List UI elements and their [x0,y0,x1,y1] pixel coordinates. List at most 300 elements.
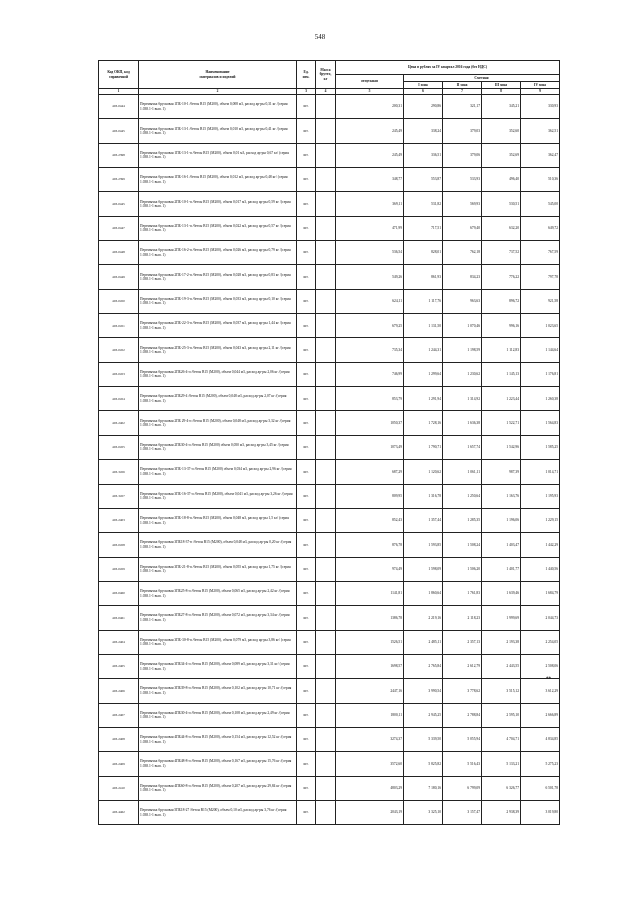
item-name: Перемычка брусковая 3ПБ39-8-п /бетон В15 (М200), объем 0,102 м3, расход ар-ры 10,71 кг /(серия 1.038.1-1 вып. 1) [139,679,297,703]
item-code: 403-0447 [99,216,139,240]
item-price-zone-2: 679,40 [443,216,482,240]
item-name: Перемычка брусковая 4ПБ48-8-п /бетон В15 (М200), объем 0,167 м3, расход ар-ры 15,76 кг /(серия 1.038.1-1 вып. 1) [139,752,297,776]
item-price-zone-4: 767,59 [521,241,560,265]
item-price-wholesale: 245,49 [336,119,404,143]
item-unit: шт. [297,752,316,776]
item-code: 403-0458 [99,533,139,557]
item-price-zone-1: 553,87 [404,168,443,192]
item-code: 403-2410 [99,776,139,800]
table-row [99,484,560,508]
item-unit: шт. [297,800,316,824]
column-number: 2 [139,89,297,95]
table-row [99,776,560,800]
item-code: 403-0449 [99,265,139,289]
item-price-zone-3: 996,16 [482,314,521,338]
item-unit: шт. [297,95,316,119]
item-price-zone-3: 5 133,21 [482,752,521,776]
item-code: 403-4462 [99,800,139,824]
item-price-zone-4: 362,51 [521,119,560,143]
item-price-zone-2: 1 761,83 [443,581,482,605]
table-row [99,435,560,459]
item-price-zone-1: 1 244,31 [404,338,443,362]
item-unit: шт. [297,338,316,362]
item-price-zone-1: 5 825,82 [404,752,443,776]
item-unit: шт. [297,679,316,703]
item-price-wholesale: 549,26 [336,265,404,289]
item-price-zone-2: 1 636,38 [443,411,482,435]
item-price-zone-2: 1 508,24 [443,533,482,557]
table-row [99,216,560,240]
item-price-wholesale: 3572,60 [336,752,404,776]
item-mass [316,95,336,119]
item-price-wholesale: 348,77 [336,168,404,192]
table-row [99,265,560,289]
page-number: 548 [314,33,326,41]
item-mass [316,387,336,411]
item-mass [316,168,336,192]
item-name: Перемычка брусковая 2ПБ-10-1-п /бетон В15 (М200), объем 0,017 м3, расход ар-ры 0,59 кг /(серия 1.038.1-1 вып. 1) [139,192,297,216]
item-mass [316,192,336,216]
item-price-zone-1: 290,86 [404,95,443,119]
item-price-zone-4: 510,36 [521,168,560,192]
item-mass [316,362,336,386]
item-code: 403-3457 [99,484,139,508]
item-unit: шт. [297,435,316,459]
item-price-zone-2: 1 250,64 [443,484,482,508]
item-mass [316,776,336,800]
item-price-zone-4: 1 684,79 [521,581,560,605]
item-price-zone-3: 1 145,13 [482,362,521,386]
item-price-zone-1: 717,51 [404,216,443,240]
item-price-zone-2: 1 314,92 [443,387,482,411]
item-name: Перемычка брусковая 4ПБ44-8-п /бетон В15 (М200), объем 0,154 м3, расход ар-ры 12,52 кг /(серия 1.038.1-1 вып. 1) [139,727,297,751]
item-price-wholesale: 687,29 [336,460,404,484]
item-price-zone-3: 345,21 [482,95,521,119]
header-code: Код ОКП, код справочной [99,61,139,89]
item-price-zone-2: 834,23 [443,265,482,289]
item-price-wholesale: 1141,81 [336,581,404,605]
header-unit: Ед. изм. [297,61,316,89]
item-price-zone-4: 4 834,85 [521,727,560,751]
table-row [99,314,560,338]
item-price-zone-4: 5 275,23 [521,752,560,776]
table-row [99,289,560,313]
table-row [99,752,560,776]
item-price-zone-2: 963,63 [443,289,482,313]
item-price-zone-3: 1 401,77 [482,557,521,581]
item-price-zone-2: 2 788,84 [443,703,482,727]
table-row [99,338,560,362]
item-code: 403-2404 [99,630,139,654]
header-zone-2: II зона [443,82,482,89]
table-row [99,387,560,411]
item-mass [316,460,336,484]
item-price-zone-2: 2 612,79 [443,654,482,678]
price-table [98,60,560,825]
item-mass [316,606,336,630]
item-code: 403-2403 [99,508,139,532]
item-price-zone-2: 2 357,13 [443,630,482,654]
item-price-zone-3: 1 223,44 [482,387,521,411]
item-price-zone-3: 987,39 [482,460,521,484]
item-price-wholesale: 735,34 [336,338,404,362]
item-mass [316,338,336,362]
margin-mark: ** [546,677,551,682]
item-unit: шт. [297,411,316,435]
item-code: 403-2405 [99,654,139,678]
item-price-zone-2: 5 516,43 [443,752,482,776]
item-unit: шт. [297,265,316,289]
item-price-zone-3: 1 542,96 [482,435,521,459]
item-unit: шт. [297,630,316,654]
item-mass [316,314,336,338]
item-price-zone-1: 1 291,94 [404,387,443,411]
item-mass [316,143,336,167]
item-name: Перемычка брусковая 4ПБ60-8-п /бетон В15 (М200), объем 0,207 м3, расход ар-ры 29,84 кг /(серия 1.038.1-1 вып. 1) [139,776,297,800]
item-price-wholesale: 746,99 [336,362,404,386]
item-price-zone-1: 2 485,11 [404,630,443,654]
column-number: 6 [404,89,443,95]
item-code: 403-0448 [99,241,139,265]
item-price-zone-1: 1 117,76 [404,289,443,313]
column-number: 5 [336,89,404,95]
item-price-zone-3: 352,60 [482,119,521,143]
item-price-zone-3: 1 163,76 [482,484,521,508]
item-price-zone-1: 1 120,62 [404,460,443,484]
item-name: Перемычка брусковая 3ПБ-18-8-п /бетон В15 (М200), объем 0,048 м3, расход ар-ры 1,5 кг/ (серия 1.038.1-1 вып. 1) [139,508,297,532]
item-price-zone-2: 1 230,62 [443,362,482,386]
table-row [99,362,560,386]
item-unit: шт. [297,241,316,265]
item-price-zone-1: 861,93 [404,265,443,289]
item-mass [316,654,336,678]
item-unit: шт. [297,119,316,143]
item-price-zone-1: 338,24 [404,119,443,143]
item-name: Перемычка брусковая 3ПБ18-37-п /бетон В15 (М200), объем 0,048 м3, расход ар-ры 0,20 кг /(серия 1.038.1-1 вып. 1) [139,533,297,557]
table-row [99,95,560,119]
item-unit: шт. [297,143,316,167]
item-price-zone-1: 336,51 [404,143,443,167]
item-price-zone-1: 2 765,84 [404,654,443,678]
item-unit: шт. [297,508,316,532]
item-mass [316,727,336,751]
item-price-wholesale: 852,43 [336,508,404,532]
item-price-zone-2: 1 198,59 [443,338,482,362]
column-number: 1 [99,89,139,95]
item-price-wholesale: 974,49 [336,557,404,581]
item-price-zone-2: 1 657,74 [443,435,482,459]
item-unit: шт. [297,484,316,508]
header-zone-1: I зона [404,82,443,89]
item-price-zone-1: 2 945,25 [404,703,443,727]
item-mass [316,484,336,508]
item-unit: шт. [297,703,316,727]
table-row [99,168,560,192]
item-mass [316,533,336,557]
item-price-zone-4: 362,47 [521,143,560,167]
item-price-zone-4: 1 144,64 [521,338,560,362]
item-unit: шт. [297,362,316,386]
table-row [99,460,560,484]
item-price-zone-3: 4 704,71 [482,727,521,751]
item-price-zone-2: 5 055,94 [443,727,482,751]
item-price-zone-4: 1 229,15 [521,508,560,532]
item-mass [316,265,336,289]
item-price-zone-4: 797,78 [521,265,560,289]
item-price-zone-3: 530,51 [482,192,521,216]
item-price-zone-4: 2 254,05 [521,630,560,654]
item-unit: шт. [297,387,316,411]
item-price-zone-4: 3 612,29 [521,679,560,703]
item-code: 403-2407 [99,703,139,727]
item-name: Перемычка брусковая 1ПБ-16-1 /бетон В15 (М200), объем 0,012 м3, расход ар-ры 0,48 кг/ (серия 1.038.1-1 вып. 1) [139,168,297,192]
table-row [99,727,560,751]
header-price: Цена в рублях за IV квартал 2016 года (без НДС) [336,61,560,75]
column-number: 9 [521,89,560,95]
item-price-zone-2: 569,93 [443,192,482,216]
item-name: Перемычка брусковая 2ПБ-13-1-п /бетон В15 (М200), объем 0,022 м3, расход ар-ры 0,57 кг /(серия 1.038.1-1 вып. 1) [139,216,297,240]
table-row [99,654,560,678]
item-price-zone-3: 1 112,83 [482,338,521,362]
item-mass [316,241,336,265]
item-price-zone-4: 2 044,73 [521,606,560,630]
item-price-wholesale: 1526,51 [336,630,404,654]
item-price-zone-2: 6 799,09 [443,776,482,800]
item-price-zone-3: 352,69 [482,143,521,167]
item-price-wholesale: 536,54 [336,241,404,265]
item-mass [316,435,336,459]
item-price-zone-4: 1 564,83 [521,411,560,435]
item-unit: шт. [297,654,316,678]
item-unit: шт. [297,168,316,192]
item-price-wholesale: 471,99 [336,216,404,240]
item-mass [316,630,336,654]
item-price-zone-3: 1 522,71 [482,411,521,435]
item-price-wholesale: 1050,37 [336,411,404,435]
item-mass [316,800,336,824]
item-price-zone-4: 1 442,29 [521,533,560,557]
item-code: 403-0450 [99,289,139,313]
item-price-wholesale: 4803,29 [336,776,404,800]
item-price-wholesale: 2447,16 [336,679,404,703]
item-price-wholesale: 1800,11 [336,703,404,727]
item-unit: шт. [297,460,316,484]
item-price-wholesale: 809,95 [336,484,404,508]
item-price-zone-3: 1 999,69 [482,606,521,630]
column-number: 4 [316,89,336,95]
item-name: Перемычка брусковая 4ПБ30-4-п /бетон В15 (М200), объем 0,108 м3, расход ар-ры 2,49 кг /(серия 1.038.1-1 вып. 1) [139,703,297,727]
item-code: 403-2402 [99,411,139,435]
item-price-zone-1: 1 357,44 [404,508,443,532]
item-price-wholesale: 853,79 [336,387,404,411]
item-name: Перемычка брусковая 2ПБ 29-4-п /бетон В15 (М200), объем 0,048 м3, расход ар-ры 3,32 кг /(серия 1.038.1-1 вып. 1) [139,411,297,435]
item-price-zone-2: 762,18 [443,241,482,265]
item-price-zone-3: 2 443,55 [482,654,521,678]
item-price-zone-4: 330,93 [521,95,560,119]
table-body [99,95,560,825]
table-row [99,241,560,265]
item-code: 403-2399 [99,168,139,192]
item-code: 403-2406 [99,679,139,703]
item-name: Перемычка брусковая 2ПБ-19-3-п /бетон В15 (М200), объем 0,033 м3, расход ар-ры 0,10 кг /(серия 1.038.1-1 вып. 1) [139,289,297,313]
item-price-zone-4: 2 508,06 [521,654,560,678]
item-mass [316,119,336,143]
item-name: Перемычка брусковая 3ПБ-21-8-п /бетон В15 (М200), объем 0,055 м3, расход ар-ры 1,75 кг /(серия 1.038.1-1 вып. 1) [139,557,297,581]
item-code: 403-0453 [99,362,139,386]
item-price-zone-3: 737,52 [482,241,521,265]
header-name: Наименование материалов и изделий [139,61,297,89]
item-price-zone-3: 2 193,38 [482,630,521,654]
item-price-zone-2: 379,06 [443,143,482,167]
item-price-zone-3: 896,72 [482,289,521,313]
item-price-zone-2: 321,17 [443,95,482,119]
item-price-wholesale: 369,11 [336,192,404,216]
item-name: Перемычка брусковая 3ПБ25-8-п /бетон В15 (М200), объем 0,065 м3, расход ар-ры 2,42 кг /(серия 1.038.1-1 вып. 1) [139,581,297,605]
item-price-zone-1: 5 339,50 [404,727,443,751]
item-price-zone-2: 3 778,62 [443,679,482,703]
item-price-zone-3: 776,22 [482,265,521,289]
item-unit: шт. [297,557,316,581]
item-price-zone-1: 1 790,71 [404,435,443,459]
item-code: 403-2408 [99,727,139,751]
item-price-zone-2: 3 157,47 [443,800,482,824]
item-code: 403-0451 [99,314,139,338]
table-row [99,581,560,605]
item-price-zone-2: 1 285,35 [443,508,482,532]
item-mass [316,557,336,581]
item-price-zone-3: 1 639,46 [482,581,521,605]
item-name: Перемычка брусковая 1ПБ-13-1 /бетон В15 (М200), объем 0,010 м3, расход ар-ры 0,41 кг /(серия 1.038.1-1 вып. 1) [139,119,297,143]
item-price-wholesale: 1073,49 [336,435,404,459]
item-code: 403-0454 [99,387,139,411]
item-mass [316,289,336,313]
item-price-zone-4: 6 501,78 [521,776,560,800]
item-price-zone-3: 1 196,06 [482,508,521,532]
item-mass [316,679,336,703]
header-estimate: Сметная [404,75,560,82]
item-unit: шт. [297,216,316,240]
item-name: Перемычка брусковая 2ПБ-16-2-п /бетон В15 (М200), объем 0,026 м3, расход ар-ры 0,79 кг /(серия 1.038.1-1 вып. 1) [139,241,297,265]
item-price-wholesale: 200,31 [336,95,404,119]
table-row [99,679,560,703]
item-name: Перемычка брусковая 3ПБ-30-8-п /бетон В15 (М200), объем 0,079 м3, расход ар-ры 3,86 кг/ (серия 1.038.1-1 вып. 1) [139,630,297,654]
item-mass [316,411,336,435]
header-zone-4: IV зона [521,82,560,89]
item-name: Перемычка брусковая 2ПБ30-4-п /бетон В15 (М200) объем 0,050 м3, расход ар-ры 3,45 кг /(серия 1.038.1-1 вып. 1) [139,435,297,459]
item-name: Перемычка брусковая 3ПБ-13-37-п /бетон В15 (М200) объем 0,034 м3, расход ар-ры 2,96 кг /(серия 1.038.1-1 вып. 1) [139,460,297,484]
item-price-zone-4: 545,00 [521,192,560,216]
item-price-zone-1: 3 990,54 [404,679,443,703]
item-name: Перемычка брусковая 1ПБ-13-1-п /бетон В15 (М200), объем 0,01 м3, расход ар-ры 0,67 кг/ (серия 1.038.1-1 вып. 1) [139,143,297,167]
item-name: Перемычка брусковая 5ПБ18-27 /бетон В15 (М200), объем 0,10 м3, расход ар-ры 3,76 кг /(серия 1.038.1-1 вып. 1) [139,800,297,824]
table-row [99,411,560,435]
table-row [99,557,560,581]
item-price-zone-2: 1 070,46 [443,314,482,338]
item-price-zone-3: 2 595,10 [482,703,521,727]
column-number: 8 [482,89,521,95]
item-price-zone-3: 3 515,12 [482,679,521,703]
table-row [99,533,560,557]
item-price-wholesale: 2043,19 [336,800,404,824]
table-row [99,192,560,216]
item-code: 403-0444 [99,95,139,119]
header-mass: Масса брутто, кг [316,61,336,89]
item-price-zone-1: 7 180,16 [404,776,443,800]
table-row [99,800,560,824]
item-name: Перемычка брусковая 3ПБ27-8-п /бетон В15 (М200), объем 0,072 м3, расход ар-ры 3,34 кг /(серия 1.038.1-1 вып. 1) [139,606,297,630]
item-code: 403-0459 [99,557,139,581]
item-unit: шт. [297,192,316,216]
item-price-zone-1: 1 598,09 [404,557,443,581]
table-row [99,119,560,143]
item-price-zone-1: 1 728,16 [404,411,443,435]
item-price-zone-4: 1 023,65 [521,314,560,338]
item-price-zone-1: 1 316,78 [404,484,443,508]
item-price-zone-2: 533,93 [443,168,482,192]
item-price-zone-1: 531,82 [404,192,443,216]
item-price-zone-4: 1 585,25 [521,435,560,459]
item-name: Перемычка брусковая 2ПБ26-4-п /бетон В15 (М200), объем 0,044 м3, расход ар-ры 2,06 кг /(серия 1.038.1-1 вып. 1) [139,362,297,386]
item-name: Перемычка брусковая 2ПБ-22-3-п /бетон В15 (М200), объем 0,037 м3, расход ар-ры 1,44 кг /(серия 1.038.1-1 вып. 1) [139,314,297,338]
item-code: 403-0455 [99,435,139,459]
item-price-wholesale: 3274,37 [336,727,404,751]
item-price-wholesale: 1698,57 [336,654,404,678]
item-price-wholesale: 679,25 [336,314,404,338]
item-price-zone-1: 1 593,85 [404,533,443,557]
item-price-zone-1: 1 860,64 [404,581,443,605]
item-code: 403-0445 [99,192,139,216]
item-price-zone-3: 6 326,77 [482,776,521,800]
item-code: 403-2409 [99,752,139,776]
item-price-zone-3: 1 403,47 [482,533,521,557]
item-price-wholesale: 245,49 [336,143,404,167]
table-row [99,508,560,532]
item-unit: шт. [297,776,316,800]
item-unit: шт. [297,289,316,313]
item-price-zone-4: 921,58 [521,289,560,313]
item-unit: шт. [297,606,316,630]
header-zone-3: III зона [482,82,521,89]
item-name: Перемычка брусковая 3ПБ-16-37-п /бетон В15 (М200), объем 0,041 м3, расход ар-ры 3,26 кг /(серия 1.038.1-1 вып. 1) [139,484,297,508]
item-price-zone-2: 2 118,23 [443,606,482,630]
item-price-zone-1: 828,01 [404,241,443,265]
item-name: Перемычка брусковая 3ПБ34-4-п /бетон В15 (М200), объем 0,089 м3, расход ар-ры 3,31 кг/ (серия 1.038.1-1 вып. 1) [139,654,297,678]
table-row [99,703,560,727]
item-price-zone-4: 3 019,80 [521,800,560,824]
item-code: 403-0452 [99,338,139,362]
item-price-zone-3: 496,40 [482,168,521,192]
item-code: 403-3456 [99,460,139,484]
item-price-zone-4: 2 666,89 [521,703,560,727]
item-name: Перемычка брусковая 2ПБ-17-2-п /бетон В15 (М200), объем 0,028 м3, расход ар-ры 0,83 кг /(серия 1.038.1-1 вып. 1) [139,265,297,289]
item-price-wholesale: 876,78 [336,533,404,557]
item-price-zone-4: 1 440,56 [521,557,560,581]
column-number: 7 [443,89,482,95]
item-unit: шт. [297,727,316,751]
item-mass [316,752,336,776]
item-mass [316,508,336,532]
item-unit: шт. [297,533,316,557]
item-mass [316,216,336,240]
item-price-zone-4: 1 176,81 [521,362,560,386]
table-row [99,630,560,654]
item-price-wholesale: 1386,78 [336,606,404,630]
item-name: Перемычка брусковая 2ПБ29-4 /бетон В15 (М200), объем 0,048 м3, расход ар-ры 2,07 кг /(серия 1.038.1-1 вып. 1) [139,387,297,411]
item-price-zone-3: 2 938,39 [482,800,521,824]
item-price-zone-1: 1 131,50 [404,314,443,338]
table-row [99,606,560,630]
item-mass [316,581,336,605]
